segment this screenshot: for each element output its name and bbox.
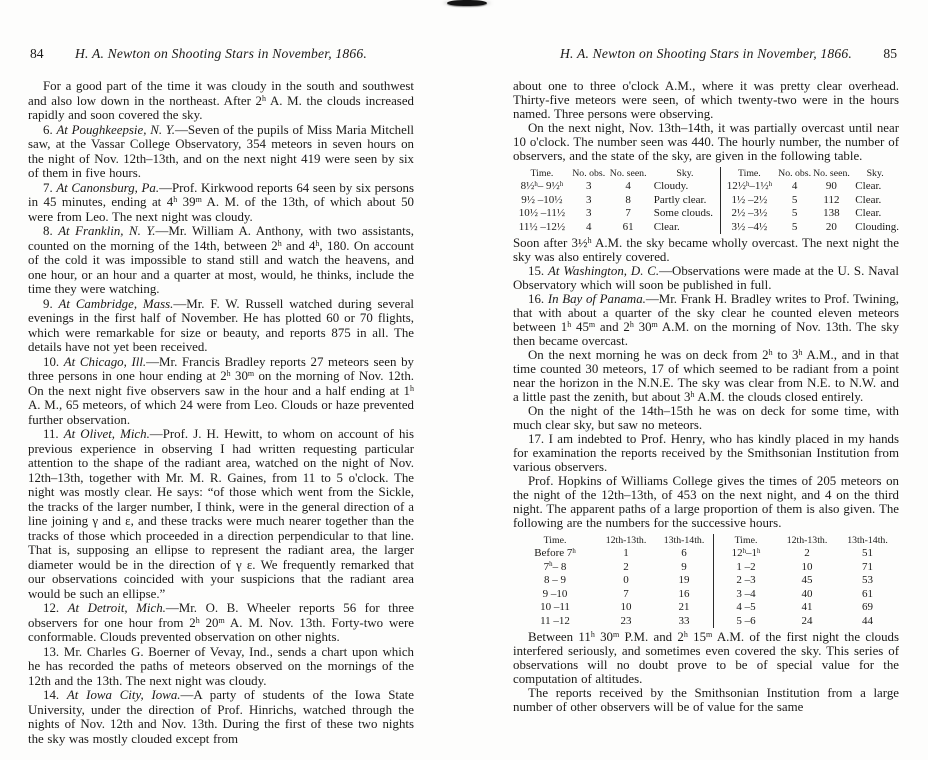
running-head-right: [513, 46, 899, 66]
page-number-left: 84: [30, 46, 44, 61]
paragraph: 15. At Washington, D. C.—Observations were made at the U. S. Naval Observatory which will soon be published in full.: [513, 264, 899, 292]
scan-artifact: [447, 0, 487, 6]
table-cell: 4: [791, 180, 798, 192]
table-cell: 4: [585, 220, 592, 233]
table-cell: 61: [622, 220, 634, 233]
page-number-right: 85: [883, 46, 897, 61]
table-cell: 1 –2: [714, 561, 779, 575]
page-85-body-intro: [513, 79, 899, 163]
table-header-cell: 13th-14th.: [663, 535, 705, 546]
table-row: [513, 574, 899, 588]
table-header-cell: Time.: [721, 167, 778, 180]
table-cell: 3: [585, 207, 592, 219]
table-cell: 45: [801, 574, 813, 586]
paragraph: For a good part of the time it was cloudy in the south and southwest and also low down in the northeast. After 2$^h$ A. M. the clouds increased rapidly and soon covered the sky.: [28, 79, 414, 122]
table-cell: 41: [801, 601, 813, 613]
paragraph: On the next morning he was on deck from 2$^h$ to 3$^h$ A.M., and in that time counted 30 meteors, 17 of which seemed to be radiant from a point near the horizon in the N.N.E. The sky was clear from N.E. to N.W. and a little past the zenith, but about 3$^h$ A.M. the clouds closed entirely.: [513, 348, 899, 404]
paragraph: 14. At Iowa City, Iowa.—A party of students of the Iowa State University, under the direction of Prof. Hinrichs, watched through the nights of Nov. 12th and Nov. 13th. During the first of these two nights the sky was mostly clouded except from: [28, 688, 414, 746]
hourly-numbers-table: [513, 534, 899, 628]
table-cell: 7: [623, 587, 629, 600]
paragraph: Prof. Hopkins of Williams College gives the times of 205 meteors on the night of the 12th–13th, of 453 on the next night, and 4 on the third night. The apparent paths of a large proportion of them is also given. The following are the numbers for the successive hours.: [513, 474, 899, 530]
table-cell: 1½ –2½: [721, 194, 778, 208]
table-cell: Clear.: [653, 220, 680, 233]
table-cell: Partly clear.: [653, 193, 707, 206]
paragraph: Soon after 3½$^h$ A.M. the sky became wholly overcast. The next night the sky was also entirely covered.: [513, 236, 899, 264]
table-cell: 23: [620, 614, 632, 627]
table-row: [513, 180, 899, 194]
table-header-row: [513, 534, 899, 547]
place-name: At Detroit, Mich.: [67, 601, 166, 615]
table-header-cell: Sky.: [676, 168, 694, 179]
table-cell: 16: [678, 587, 690, 600]
table-header-cell: No. obs.: [778, 168, 812, 179]
table-cell: 2: [623, 560, 629, 573]
table-row: [513, 547, 899, 561]
table-cell: Clear.: [855, 207, 882, 219]
table-header-cell: No. seen.: [609, 168, 647, 179]
paragraph: about one to three o'clock A.M., where it was pretty clear overhead. Thirty-five meteors were seen, of which twenty-two were in the hours named. Three persons were observing.: [513, 79, 899, 121]
table-header-cell: Time.: [530, 168, 554, 179]
table-cell: 11 –12: [540, 614, 570, 627]
place-name: At Franklin, N. Y.: [58, 224, 156, 238]
place-name: At Iowa City, Iowa.: [66, 688, 181, 702]
table-cell: 19: [678, 574, 690, 586]
table-cell: 6: [681, 547, 687, 559]
place-name: At Canonsburg, Pa.: [56, 180, 160, 195]
table-header-cell: Time.: [714, 534, 779, 547]
table-cell: 53: [862, 574, 873, 586]
table-header-cell: No. seen.: [813, 168, 850, 179]
table-cell: 4 –5: [714, 601, 779, 615]
table-cell: 2 –3: [714, 574, 779, 588]
place-name: At Poughkeepsie, N. Y.: [56, 122, 176, 137]
table-cell: 2½ –3½: [721, 207, 778, 221]
sky-observation-table: [513, 167, 899, 234]
table-row: [513, 601, 899, 615]
table-cell: 10: [620, 601, 632, 613]
table-cell: 3: [585, 193, 592, 206]
table-cell: 3 –4: [714, 588, 779, 602]
table-cell: 20: [825, 220, 837, 233]
table-cell: 3½ –4½: [721, 221, 778, 235]
table-cell: Some clouds.: [653, 207, 714, 219]
table-cell: 12½$^h$–1½$^h$: [721, 180, 778, 194]
table-cell: 7$^h$– 8: [543, 560, 567, 573]
table-cell: 8 – 9: [544, 574, 566, 586]
table-cell: Clouding.: [855, 220, 899, 233]
table-cell: 21: [678, 601, 690, 613]
table-cell: 5: [791, 207, 798, 219]
table-cell: Clear.: [855, 193, 882, 206]
place-name: At Cambridge, Mass.: [58, 296, 174, 311]
table-cell: 112: [823, 193, 840, 206]
running-head-left: [28, 46, 414, 66]
paragraph: 16. In Bay of Panama.—Mr. Frank H. Bradley writes to Prof. Twining, that with about a quarter of the sky clear he counted eleven meteors between 1$^h$ 45$^m$ and 2$^h$ 30$^m$ A.M. on the morning of Nov. 13th. The sky then became overcast.: [513, 292, 900, 348]
table-cell: 7: [625, 207, 631, 219]
table-cell: 9½ –10½: [521, 193, 563, 206]
paragraph: The reports received by the Smithsonian Institution from a large number of other observers will be of value for the same: [513, 686, 899, 714]
paragraph: 10. At Chicago, Ill.—Mr. Francis Bradley reports 27 meteors seen by three persons in one hour ending at 2$^h$ 30$^m$ on the morning of Nov. 12th. On the next night five observers saw in the hour and a half ending at 1$^h$ A. M., 65 meteors, of which 24 were from Leo. Clouds or haze prevented further observation.: [28, 354, 414, 427]
table-cell: 5: [791, 193, 798, 206]
table-row: [513, 588, 899, 602]
table-cell: 69: [862, 601, 873, 613]
table-cell: 0: [623, 574, 629, 586]
table-cell: Cloudy.: [653, 180, 689, 192]
table-cell: 71: [862, 560, 873, 573]
table-cell: 40: [801, 587, 813, 600]
running-title-right: H. A. Newton on Shooting Stars in November, 1866.: [560, 46, 852, 61]
table-row: [513, 221, 899, 235]
paragraph: 6. At Poughkeepsie, N. Y.—Seven of the pupils of Miss Maria Mitchell saw, at the Vassar College Observatory, 354 meteors in seven hours on the night of Nov. 12th–13th, and on the next night 419 were seen by six of them in five hours.: [28, 122, 414, 180]
place-name: At Olivet, Mich.: [63, 427, 150, 441]
table-header-cell: Sky.: [866, 168, 884, 179]
paragraph: 12. At Detroit, Mich.—Mr. O. B. Wheeler reports 56 for three observers for one hour from 2$^h$ 20$^m$ A. M. Nov. 13th. Forty-two were conformable. Clouds prevented observation on other nights.: [28, 601, 415, 644]
table-cell: 5: [791, 220, 798, 233]
table-cell: 8½$^h$– 9½$^h$: [520, 180, 564, 192]
table-header-cell: 13th-14th.: [847, 535, 888, 546]
table-row: [513, 194, 899, 208]
table-header-cell: 12th-13th.: [605, 535, 647, 546]
paragraph: 11. At Olivet, Mich.—Prof. J. H. Hewitt, to whom on account of his previous experience in observing I had written requesting particular attention to the shape of the radiant area, watched on the night of Nov. 12th–13th, together with Mr. M. R. Gaines, from 11 to 5 o'clock. The night was mostly clear. He says: “of those which went from the Sickle, the tracks of the larger number, I think, were in the general direction of a line joining γ and ε, and these tracks were much nearer together than the tracks of those which proceeded in a direction perpendicular to that line. That is, supposing an ellipse to represent the radiant area, the larger diameter would be in the direction of γ ε. We frequently remarked that our observations coincided with your suspicions that the radiant area would be such an ellipse.”: [28, 427, 414, 601]
page-84: [28, 46, 414, 746]
table-cell: 12$^h$–1$^h$: [714, 547, 779, 561]
table-header-cell: No. obs.: [572, 168, 606, 179]
table-cell: 33: [678, 614, 690, 627]
table-cell: 61: [862, 587, 873, 600]
place-name: In Bay of Panama.: [547, 292, 646, 306]
table-cell: 9: [681, 560, 687, 573]
table-cell: Before 7$^h$: [534, 547, 576, 559]
paragraph: 7. At Canonsburg, Pa.—Prof. Kirkwood reports 64 seen by six persons in 45 minutes, ending at 4$^h$ 39$^m$ A. M. of the 13th, of which about 50 were from Leo. The next night was cloudy.: [28, 180, 414, 224]
table-cell: 90: [825, 180, 837, 192]
table-cell: 10 –11: [540, 601, 570, 613]
table-cell: 3: [585, 180, 592, 192]
table-cell: Clear.: [855, 180, 882, 192]
table-cell: 44: [862, 614, 873, 627]
page-85-body-mid: [513, 236, 899, 530]
paragraph: 17. I am indebted to Prof. Henry, who has kindly placed in my hands for examination the reports received by the Smithsonian Institution from various observers.: [513, 432, 899, 474]
table-cell: 5 –6: [714, 615, 779, 629]
table-header-cell: Time.: [543, 535, 567, 546]
page-85: [513, 46, 899, 714]
table-cell: 138: [823, 207, 840, 219]
table-cell: 8: [625, 193, 631, 206]
table-cell: 24: [801, 614, 813, 627]
table-cell: 1: [623, 547, 629, 559]
table-cell: 10½ –11½: [518, 207, 566, 219]
page-85-body-after: [513, 630, 899, 714]
place-name: At Chicago, Ill.: [63, 354, 147, 369]
place-name: At Washington, D. C.: [548, 264, 660, 278]
table-cell: 4: [625, 180, 631, 192]
table-cell: 51: [862, 547, 873, 559]
paragraph: 8. At Franklin, N. Y.—Mr. William A. Anthony, with two assistants, counted on the morning of the 14th, between 2$^h$ and 4$^h$, 180. On account of the cold it was impossible to stand still and watch the heavens, and one hour, or an hour and a quarter at most, would, he thinks, include the time they were watching.: [28, 224, 415, 296]
table-cell: 2: [804, 547, 810, 559]
table-header-cell: 12th-13th.: [786, 535, 828, 546]
paragraph: On the night of the 14th–15th he was on deck for some time, with much clear sky, but saw no meteors.: [513, 404, 899, 432]
table-row: [513, 207, 899, 221]
table-row: [513, 615, 899, 629]
running-title-left: H. A. Newton on Shooting Stars in November, 1866.: [75, 46, 367, 61]
paragraph: On the next night, Nov. 13th–14th, it was partially overcast until near 10 o'clock. The number seen was 440. The hourly number, the number of observers, and the state of the sky, are given in the following table.: [513, 121, 899, 163]
table-cell: 9 –10: [542, 587, 568, 600]
table-row: [513, 561, 899, 575]
paragraph: 9. At Cambridge, Mass.—Mr. F. W. Russell watched during several evenings in the first half of November. He has plotted 60 or 70 flights, which were remarkable for size or beauty, and reports 875 in all. The details have not yet been received.: [28, 296, 414, 354]
table-cell: 10: [801, 560, 813, 573]
paragraph: 13. Mr. Charles G. Boerner of Vevay, Ind., sends a chart upon which he has recorded the paths of meteors observed on the mornings of the 12th and the 13th. The next night was cloudy.: [28, 644, 414, 688]
table-cell: 11½ –12½: [518, 220, 566, 233]
page-84-body: [28, 79, 414, 746]
table-header-row: [513, 167, 899, 180]
paragraph: Between 11$^h$ 30$^m$ P.M. and 2$^h$ 15$^m$ A.M. of the first night the clouds interfered seriously, and sometimes even covered the sky. This series of observations will no doubt prove to be of special value for the computation of altitudes.: [513, 630, 900, 686]
